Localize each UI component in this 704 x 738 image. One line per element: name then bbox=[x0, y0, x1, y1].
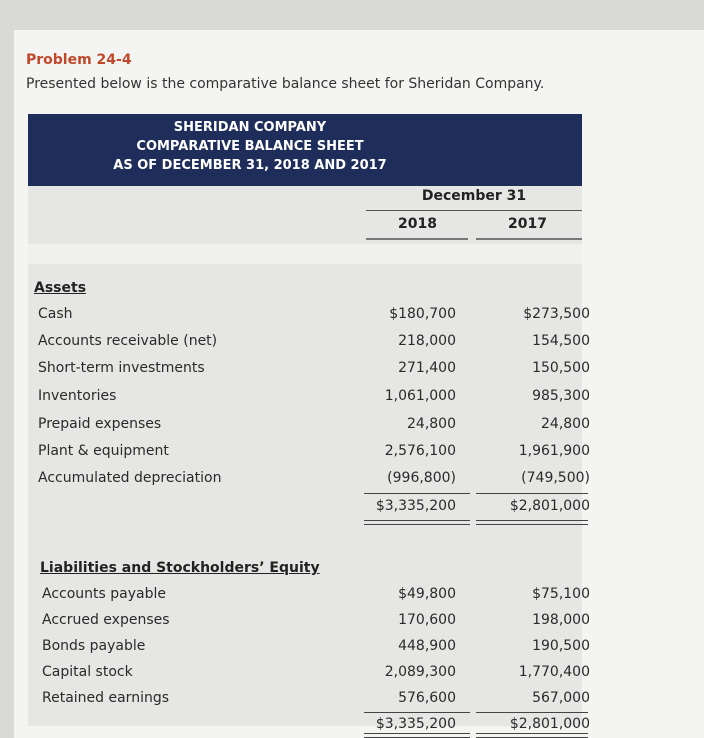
statement-title: COMPARATIVE BALANCE SHEET bbox=[136, 139, 364, 154]
value-2017: (749,500) bbox=[521, 470, 590, 486]
table-row bbox=[28, 441, 590, 465]
subtotal-line-2018 bbox=[364, 493, 470, 494]
table-row bbox=[28, 358, 590, 382]
row-label: Accrued expenses bbox=[42, 612, 170, 628]
value-2017: 190,500 bbox=[532, 638, 590, 654]
table-row bbox=[28, 688, 590, 712]
value-2018: 2,576,100 bbox=[384, 443, 456, 459]
value-2018: $49,800 bbox=[398, 586, 456, 602]
row-label: Accounts receivable (net) bbox=[38, 333, 218, 349]
period-divider bbox=[366, 210, 582, 211]
row-label: Short-term investments bbox=[38, 360, 205, 376]
value-2018: 1,061,000 bbox=[384, 388, 456, 404]
value-2018: 24,800 bbox=[407, 416, 456, 432]
balance-sheet-table bbox=[28, 186, 590, 726]
table-row bbox=[28, 468, 590, 492]
value-2018: 170,600 bbox=[398, 612, 456, 628]
value-2017: 154,500 bbox=[532, 333, 590, 349]
value-2017: $75,100 bbox=[532, 586, 590, 602]
total-double-line-2018 bbox=[364, 733, 470, 738]
subtotal-line-2017 bbox=[476, 712, 588, 713]
subtotal-line-2017 bbox=[476, 493, 588, 494]
statement-date: AS OF DECEMBER 31, 2018 AND 2017 bbox=[113, 158, 387, 173]
row-label: Cash bbox=[38, 306, 73, 322]
row-label: Bonds payable bbox=[42, 638, 146, 654]
year-2017-header: 2017 bbox=[508, 216, 547, 232]
problem-title: Problem 24-4 bbox=[26, 52, 132, 68]
value-2018: 2,089,300 bbox=[384, 664, 456, 680]
year-2018-header: 2018 bbox=[398, 216, 437, 232]
value-2017: 985,300 bbox=[532, 388, 590, 404]
value-2018: (996,800) bbox=[387, 470, 456, 486]
value-2018: $180,700 bbox=[389, 306, 456, 322]
table-row bbox=[28, 610, 590, 634]
problem-page bbox=[14, 30, 704, 738]
value-2017: $273,500 bbox=[523, 306, 590, 322]
period-header: December 31 bbox=[421, 188, 527, 204]
subtotal-line-2018 bbox=[364, 712, 470, 713]
header-band bbox=[28, 244, 582, 264]
row-label: Plant & equipment bbox=[38, 443, 169, 459]
value-2017: 198,000 bbox=[532, 612, 590, 628]
total-double-line-2018 bbox=[364, 520, 470, 525]
row-label: Retained earnings bbox=[42, 690, 170, 706]
table-row bbox=[28, 662, 590, 686]
table-row bbox=[28, 636, 590, 660]
value-2017: 24,800 bbox=[541, 416, 590, 432]
value-2018: 218,000 bbox=[398, 333, 456, 349]
assets-total-2018: $3,335,200 bbox=[375, 498, 456, 514]
row-label: Capital stock bbox=[42, 664, 133, 680]
liabilities-total-2017: $2,801,000 bbox=[509, 716, 590, 732]
year-2017-divider bbox=[476, 238, 582, 240]
assets-total-2017: $2,801,000 bbox=[509, 498, 590, 514]
value-2017: 1,961,900 bbox=[518, 443, 590, 459]
value-2018: 448,900 bbox=[398, 638, 456, 654]
row-label: Inventories bbox=[38, 388, 117, 404]
balance-sheet-header bbox=[28, 114, 582, 186]
year-2018-divider bbox=[366, 238, 468, 240]
company-name: SHERIDAN COMPANY bbox=[173, 120, 327, 135]
value-2018: 576,600 bbox=[398, 690, 456, 706]
liabilities-heading: Liabilities and Stockholders’ Equity bbox=[40, 560, 320, 576]
liabilities-total-2018: $3,335,200 bbox=[375, 716, 456, 732]
total-double-line-2017 bbox=[476, 520, 588, 525]
row-label: Accumulated depreciation bbox=[38, 470, 222, 486]
row-label: Prepaid expenses bbox=[38, 416, 162, 432]
assets-heading: Assets bbox=[34, 280, 87, 296]
total-double-line-2017 bbox=[476, 733, 588, 738]
table-row bbox=[28, 304, 590, 328]
value-2017: 567,000 bbox=[532, 690, 590, 706]
row-label: Accounts payable bbox=[42, 586, 166, 602]
value-2018: 271,400 bbox=[398, 360, 456, 376]
table-row bbox=[28, 386, 590, 410]
assets-total-row bbox=[28, 496, 590, 520]
table-row bbox=[28, 414, 590, 438]
table-row bbox=[28, 331, 590, 355]
problem-description: Presented below is the comparative balance sheet for Sheridan Company. bbox=[26, 76, 545, 92]
table-row bbox=[28, 584, 590, 608]
value-2017: 150,500 bbox=[532, 360, 590, 376]
value-2017: 1,770,400 bbox=[518, 664, 590, 680]
